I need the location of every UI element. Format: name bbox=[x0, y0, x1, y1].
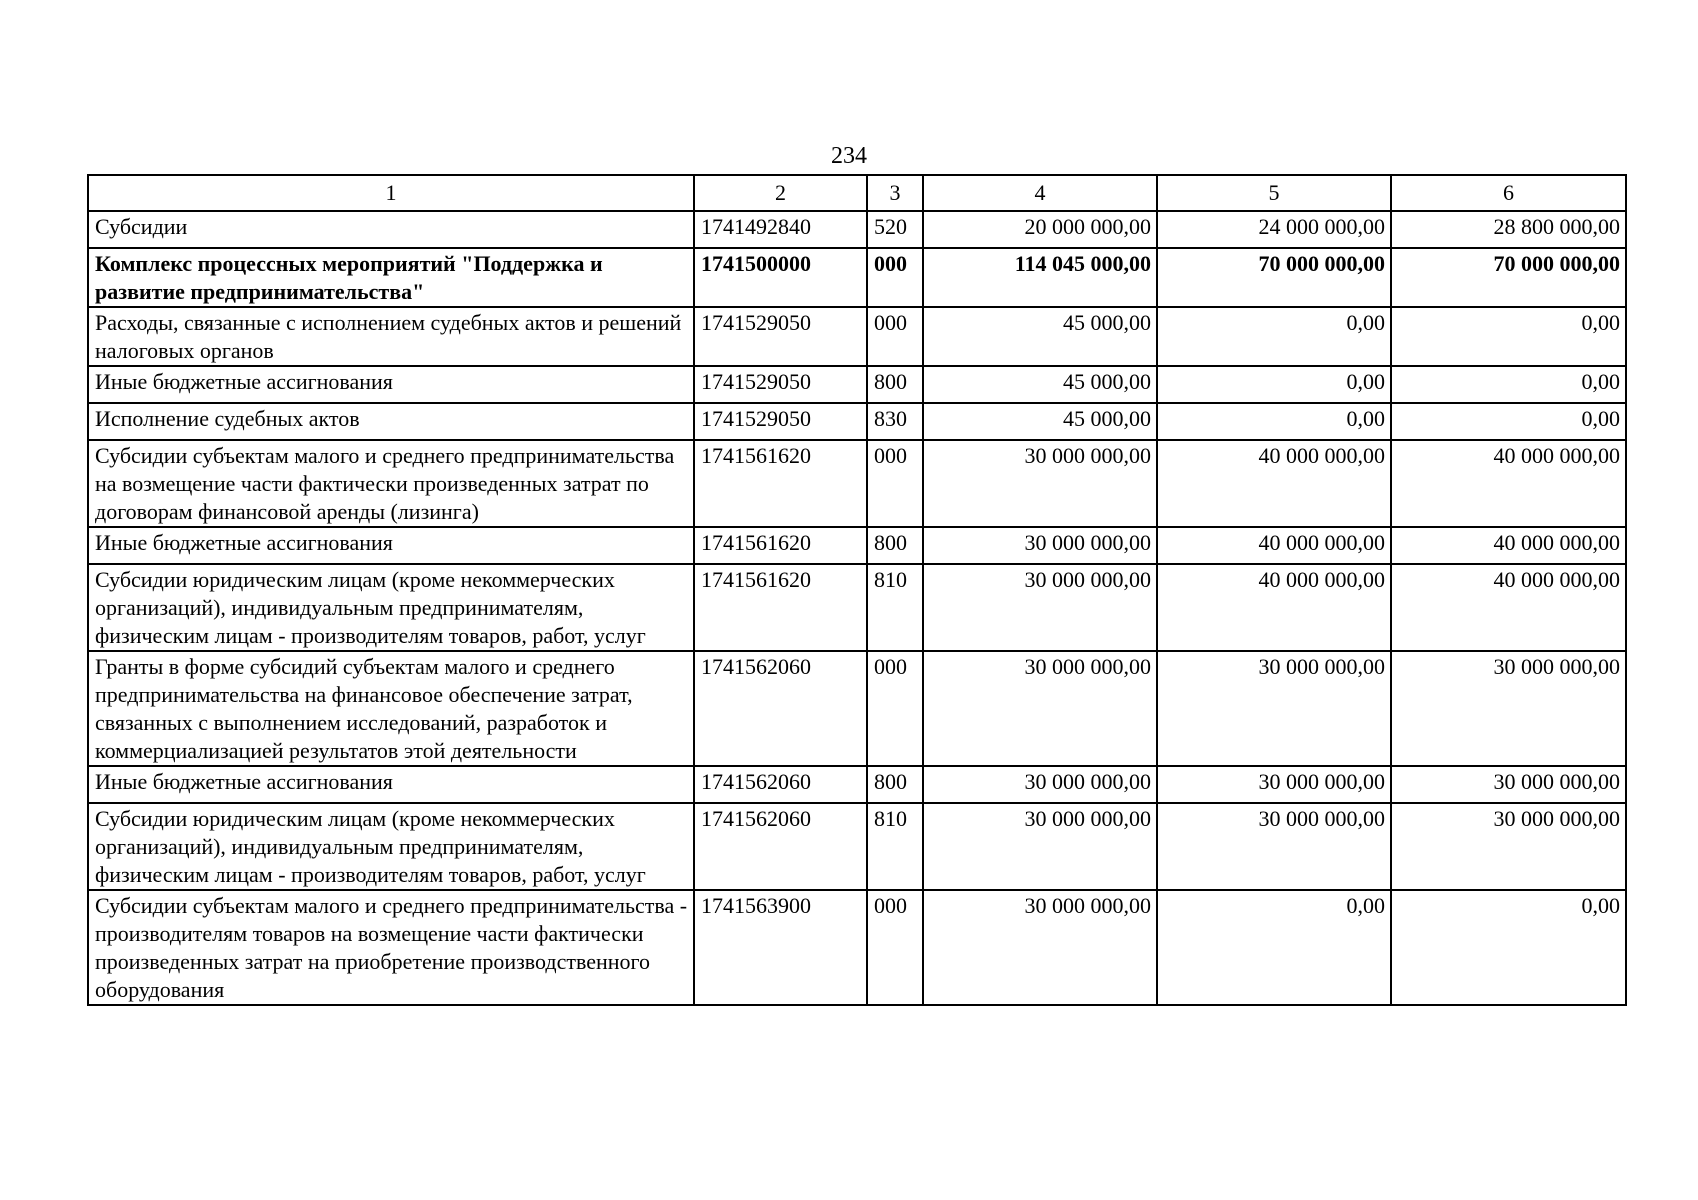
row-name: Иные бюджетные ассигнования bbox=[88, 766, 694, 803]
row-amount-4: 114 045 000,00 bbox=[923, 248, 1157, 307]
row-kvr: 800 bbox=[867, 366, 923, 403]
row-amount-5: 24 000 000,00 bbox=[1157, 211, 1391, 248]
row-amount-5: 0,00 bbox=[1157, 890, 1391, 1005]
row-amount-6: 30 000 000,00 bbox=[1391, 651, 1626, 766]
row-amount-5: 30 000 000,00 bbox=[1157, 803, 1391, 890]
header-row bbox=[88, 175, 1626, 211]
row-amount-6: 0,00 bbox=[1391, 307, 1626, 366]
row-kvr: 000 bbox=[867, 440, 923, 527]
row-amount-4: 30 000 000,00 bbox=[923, 564, 1157, 651]
table-row bbox=[88, 527, 1626, 564]
row-amount-5: 40 000 000,00 bbox=[1157, 564, 1391, 651]
row-amount-4: 30 000 000,00 bbox=[923, 803, 1157, 890]
row-amount-5: 0,00 bbox=[1157, 307, 1391, 366]
row-amount-5: 0,00 bbox=[1157, 403, 1391, 440]
table-row bbox=[88, 366, 1626, 403]
row-amount-4: 30 000 000,00 bbox=[923, 440, 1157, 527]
table-row bbox=[88, 440, 1626, 527]
row-amount-6: 40 000 000,00 bbox=[1391, 527, 1626, 564]
row-kvr: 000 bbox=[867, 307, 923, 366]
row-amount-4: 45 000,00 bbox=[923, 307, 1157, 366]
row-code: 1741561620 bbox=[694, 440, 867, 527]
row-amount-5: 40 000 000,00 bbox=[1157, 440, 1391, 527]
row-name: Субсидии субъектам малого и среднего предпринимательства - производителям товаров на возмещение части фактически произведенных затрат на приобретение производственного оборудования bbox=[88, 890, 694, 1005]
row-amount-6: 30 000 000,00 bbox=[1391, 766, 1626, 803]
row-code: 1741500000 bbox=[694, 248, 867, 307]
table-row bbox=[88, 248, 1626, 307]
header-cell-3: 3 bbox=[867, 175, 923, 211]
row-code: 1741562060 bbox=[694, 766, 867, 803]
row-code: 1741529050 bbox=[694, 307, 867, 366]
row-name: Гранты в форме субсидий субъектам малого и среднего предпринимательства на финансовое обеспечение затрат, связанных с выполнением исследований, разработок и коммерциализацией результатов этой деятельности bbox=[88, 651, 694, 766]
row-amount-4: 20 000 000,00 bbox=[923, 211, 1157, 248]
row-amount-6: 0,00 bbox=[1391, 366, 1626, 403]
row-name: Иные бюджетные ассигнования bbox=[88, 527, 694, 564]
row-amount-5: 70 000 000,00 bbox=[1157, 248, 1391, 307]
row-amount-5: 0,00 bbox=[1157, 366, 1391, 403]
row-amount-5: 30 000 000,00 bbox=[1157, 766, 1391, 803]
budget-table-body bbox=[88, 175, 1626, 1005]
table-row bbox=[88, 651, 1626, 766]
page-number: 234 bbox=[831, 143, 867, 169]
row-kvr: 000 bbox=[867, 248, 923, 307]
row-name: Исполнение судебных актов bbox=[88, 403, 694, 440]
row-amount-4: 45 000,00 bbox=[923, 366, 1157, 403]
row-kvr: 000 bbox=[867, 890, 923, 1005]
row-kvr: 000 bbox=[867, 651, 923, 766]
row-amount-6: 28 800 000,00 bbox=[1391, 211, 1626, 248]
row-amount-6: 40 000 000,00 bbox=[1391, 564, 1626, 651]
row-amount-4: 45 000,00 bbox=[923, 403, 1157, 440]
table-row bbox=[88, 803, 1626, 890]
row-amount-5: 40 000 000,00 bbox=[1157, 527, 1391, 564]
header-cell-5: 5 bbox=[1157, 175, 1391, 211]
row-name: Субсидии bbox=[88, 211, 694, 248]
table-row bbox=[88, 211, 1626, 248]
row-name: Субсидии юридическим лицам (кроме некоммерческих организаций), индивидуальным предпринимателям, физическим лицам - производителям товаров, работ, услуг bbox=[88, 803, 694, 890]
row-amount-6: 70 000 000,00 bbox=[1391, 248, 1626, 307]
row-kvr: 830 bbox=[867, 403, 923, 440]
header-cell-2: 2 bbox=[694, 175, 867, 211]
row-kvr: 810 bbox=[867, 803, 923, 890]
header-cell-4: 4 bbox=[923, 175, 1157, 211]
row-amount-4: 30 000 000,00 bbox=[923, 766, 1157, 803]
row-amount-6: 0,00 bbox=[1391, 403, 1626, 440]
row-code: 1741562060 bbox=[694, 651, 867, 766]
row-amount-4: 30 000 000,00 bbox=[923, 527, 1157, 564]
row-amount-6: 30 000 000,00 bbox=[1391, 803, 1626, 890]
table-row bbox=[88, 403, 1626, 440]
row-code: 1741562060 bbox=[694, 803, 867, 890]
row-code: 1741563900 bbox=[694, 890, 867, 1005]
row-amount-4: 30 000 000,00 bbox=[923, 890, 1157, 1005]
table-row bbox=[88, 564, 1626, 651]
table-row bbox=[88, 890, 1626, 1005]
row-kvr: 800 bbox=[867, 527, 923, 564]
row-code: 1741561620 bbox=[694, 527, 867, 564]
row-code: 1741492840 bbox=[694, 211, 867, 248]
header-cell-6: 6 bbox=[1391, 175, 1626, 211]
row-name: Субсидии субъектам малого и среднего предпринимательства на возмещение части фактически произведенных затрат по договорам финансовой аренды (лизинга) bbox=[88, 440, 694, 527]
row-amount-5: 30 000 000,00 bbox=[1157, 651, 1391, 766]
row-kvr: 800 bbox=[867, 766, 923, 803]
row-name: Субсидии юридическим лицам (кроме некоммерческих организаций), индивидуальным предпринимателям, физическим лицам - производителям товаров, работ, услуг bbox=[88, 564, 694, 651]
row-code: 1741529050 bbox=[694, 366, 867, 403]
row-code: 1741561620 bbox=[694, 564, 867, 651]
row-kvr: 520 bbox=[867, 211, 923, 248]
row-amount-6: 40 000 000,00 bbox=[1391, 440, 1626, 527]
row-name: Расходы, связанные с исполнением судебных актов и решений налоговых органов bbox=[88, 307, 694, 366]
budget-table bbox=[87, 174, 1627, 1006]
row-amount-6: 0,00 bbox=[1391, 890, 1626, 1005]
row-name: Комплекс процессных мероприятий "Поддержка и развитие предпринимательства" bbox=[88, 248, 694, 307]
row-amount-4: 30 000 000,00 bbox=[923, 651, 1157, 766]
row-kvr: 810 bbox=[867, 564, 923, 651]
table-row bbox=[88, 766, 1626, 803]
table-row bbox=[88, 307, 1626, 366]
header-cell-1: 1 bbox=[88, 175, 694, 211]
row-name: Иные бюджетные ассигнования bbox=[88, 366, 694, 403]
row-code: 1741529050 bbox=[694, 403, 867, 440]
